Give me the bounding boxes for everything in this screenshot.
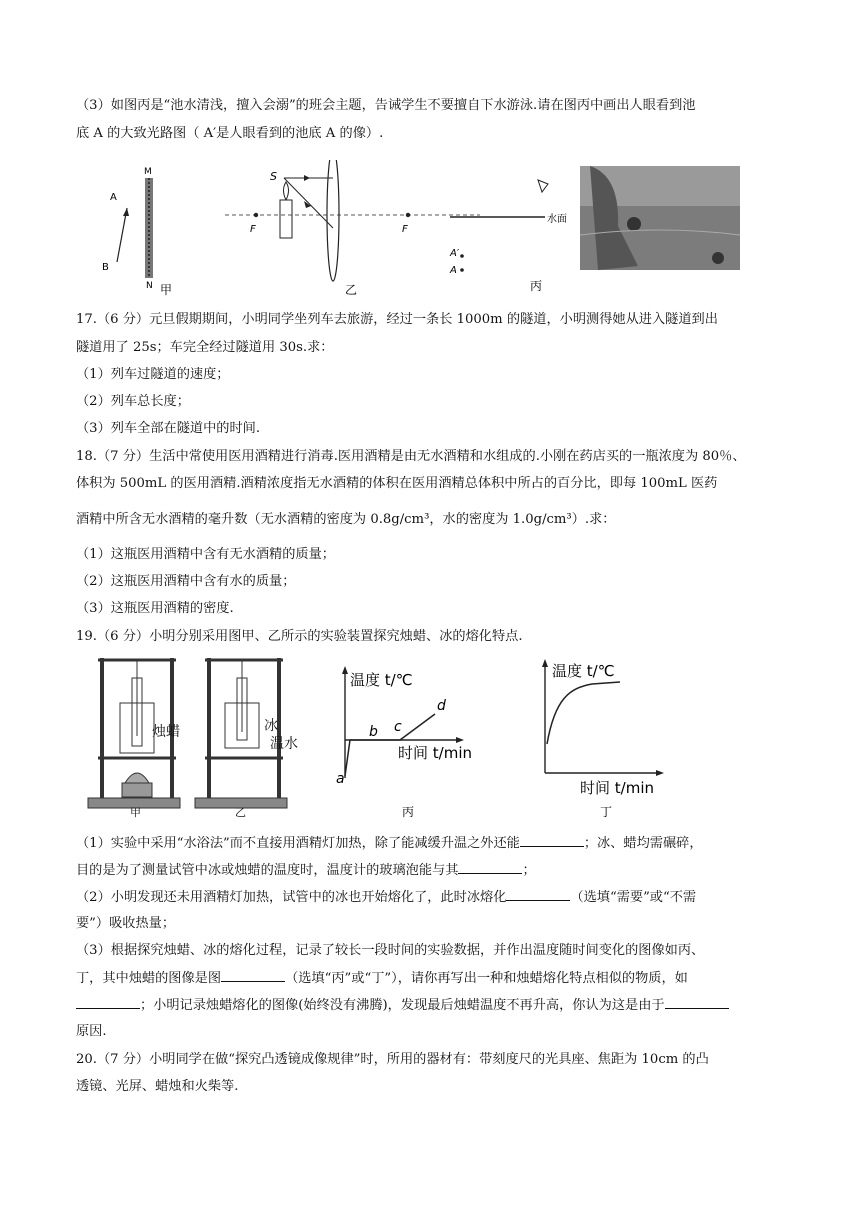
svg-text:A: A xyxy=(450,265,457,276)
q17-part2: （2）列车总长度； xyxy=(76,394,190,409)
svg-text:甲: 甲 xyxy=(160,283,173,297)
q19-stem: 19.（6 分）小明分别采用图甲、乙所示的实验装置探究烛蜡、冰的熔化特点. xyxy=(76,629,523,644)
figure-bing-pool xyxy=(449,166,740,293)
svg-text:A′: A′ xyxy=(450,248,460,259)
q17-stem-line2: 隧道用了 25s；车完全经过隧道用 30s.求： xyxy=(76,340,334,355)
svg-text:乙: 乙 xyxy=(345,283,358,297)
figure-jia-mirror xyxy=(102,167,172,297)
svg-text:F: F xyxy=(250,224,256,235)
svg-text:A: A xyxy=(110,192,117,203)
q16-figures xyxy=(90,160,810,300)
svg-text:丙: 丙 xyxy=(402,805,415,818)
q17-part3: （3）列车全部在隧道中的时间. xyxy=(76,421,261,436)
svg-text:S: S xyxy=(270,170,277,183)
q20-stem-line1: 20.（7 分）小明同学在做“探究凸透镜成像规律”时，所用的器材有：带刻度尺的光具座、焦距为 10cm 的凸 xyxy=(76,1052,709,1067)
svg-text:N: N xyxy=(146,281,153,291)
answer-blank[interactable] xyxy=(221,969,285,982)
q18-part3: （3）这瓶医用酒精的密度. xyxy=(76,601,234,616)
svg-text:烛蜡: 烛蜡 xyxy=(152,724,180,740)
svg-text:时间 t/min: 时间 t/min xyxy=(580,779,654,797)
q19-part3-line1: （3）根据探究烛蜡、冰的熔化过程，记录了较长一段时间的实验数据，并作出温度随时间变化的图像如丙、 xyxy=(76,943,705,958)
q18-stem-line1: 18.（7 分）生活中常使用医用酒精进行消毒.医用酒精是由无水酒精和水组成的.小刚在药店买的一瓶浓度为 80％、 xyxy=(76,449,746,464)
q18-part2: （2）这瓶医用酒精中含有水的质量； xyxy=(76,574,296,589)
q17-stem-line1: 17.（6 分）元旦假期期间，小明同学坐列车去旅游，经过一条长 1000m 的隧道，小明测得她从进入隧道到出 xyxy=(76,312,718,327)
svg-text:甲: 甲 xyxy=(130,806,141,818)
svg-text:水面: 水面 xyxy=(547,214,567,225)
q18-stem-line3: 酒精中所含无水酒精的毫升数（无水酒精的密度为 0.8g/cm³，水的密度为 1.0g/cm³）.求： xyxy=(76,512,616,527)
q19-part2-line2: 要”）吸收热量； xyxy=(76,916,176,931)
svg-text:d: d xyxy=(437,698,446,714)
svg-text:B: B xyxy=(102,262,109,273)
q20-stem-line2: 透镜、光屏、蜡烛和火柴等. xyxy=(76,1079,239,1094)
answer-blank[interactable] xyxy=(520,834,584,847)
answer-blank[interactable] xyxy=(665,996,729,1009)
q19-part2-line1: （2）小明发现还未用酒精灯加热，试管中的冰也开始熔化了，此时冰熔化 （选填“需要”或“不需 xyxy=(76,890,697,905)
answer-blank[interactable] xyxy=(76,996,140,1009)
q16-part3-line2: 底 A 的大致光路图（ A′是人眼看到的池底 A 的像）. xyxy=(76,126,384,141)
q18-stem-line2: 体积为 500mL 的医用酒精.酒精浓度指无水酒精的体积在医用酒精总体积中所占的百分比，即每 100mL 医药 xyxy=(76,476,718,491)
answer-blank[interactable] xyxy=(458,861,522,874)
figure-jia-apparatus xyxy=(88,658,180,818)
svg-text:温度 t/℃: 温度 t/℃ xyxy=(552,662,615,680)
svg-text:乙: 乙 xyxy=(235,806,246,818)
svg-text:丙: 丙 xyxy=(530,279,543,293)
svg-text:温度 t/℃: 温度 t/℃ xyxy=(350,671,413,689)
q16-part3-line1: （3）如图丙是“池水清浅，擅入会溺”的班会主题，告诫学生不要擅自下水游泳.请在图丙中画出人眼看到池 xyxy=(76,98,696,113)
svg-text:时间 t/min: 时间 t/min xyxy=(398,744,472,762)
svg-text:b: b xyxy=(369,724,378,740)
q19-part1-line1: （1）实验中采用“水浴法”而不直接用酒精灯加热，除了能减缓升温之外还能 ；冰、蜡均需碾碎， xyxy=(76,836,703,851)
q19-part3-line2: 丁，其中烛蜡的图像是图 （选填“丙”或“丁”），请你再写出一种和烛蜡熔化特点相似的物质，如 xyxy=(76,971,688,986)
q19-part3-line4: 原因. xyxy=(76,1024,107,1039)
figure-ding-graph xyxy=(542,659,664,818)
svg-text:F: F xyxy=(402,224,408,235)
figure-yi-lens xyxy=(225,160,480,297)
figure-yi-apparatus xyxy=(195,658,298,818)
answer-blank[interactable] xyxy=(506,888,570,901)
q19-part1-line2: 目的是为了测量试管中冰或烛蜡的温度时，温度计的玻璃泡能与其 ； xyxy=(76,863,536,878)
q19-part3-line3: ；小明记录烛蜡熔化的图像(始终没有沸腾)，发现最后烛蜡温度不再升高，你认为这是由于 xyxy=(76,996,729,1015)
q19-figures xyxy=(80,648,700,818)
q18-part1: （1）这瓶医用酒精中含有无水酒精的质量； xyxy=(76,547,335,562)
svg-text:M: M xyxy=(144,167,152,177)
svg-text:a: a xyxy=(336,771,345,787)
q17-part1: （1）列车过隧道的速度； xyxy=(76,367,230,382)
figure-bing-graph xyxy=(336,666,472,818)
svg-text:温水: 温水 xyxy=(270,736,298,752)
svg-text:冰: 冰 xyxy=(264,718,278,734)
svg-text:丁: 丁 xyxy=(600,805,613,818)
svg-text:c: c xyxy=(394,719,402,735)
